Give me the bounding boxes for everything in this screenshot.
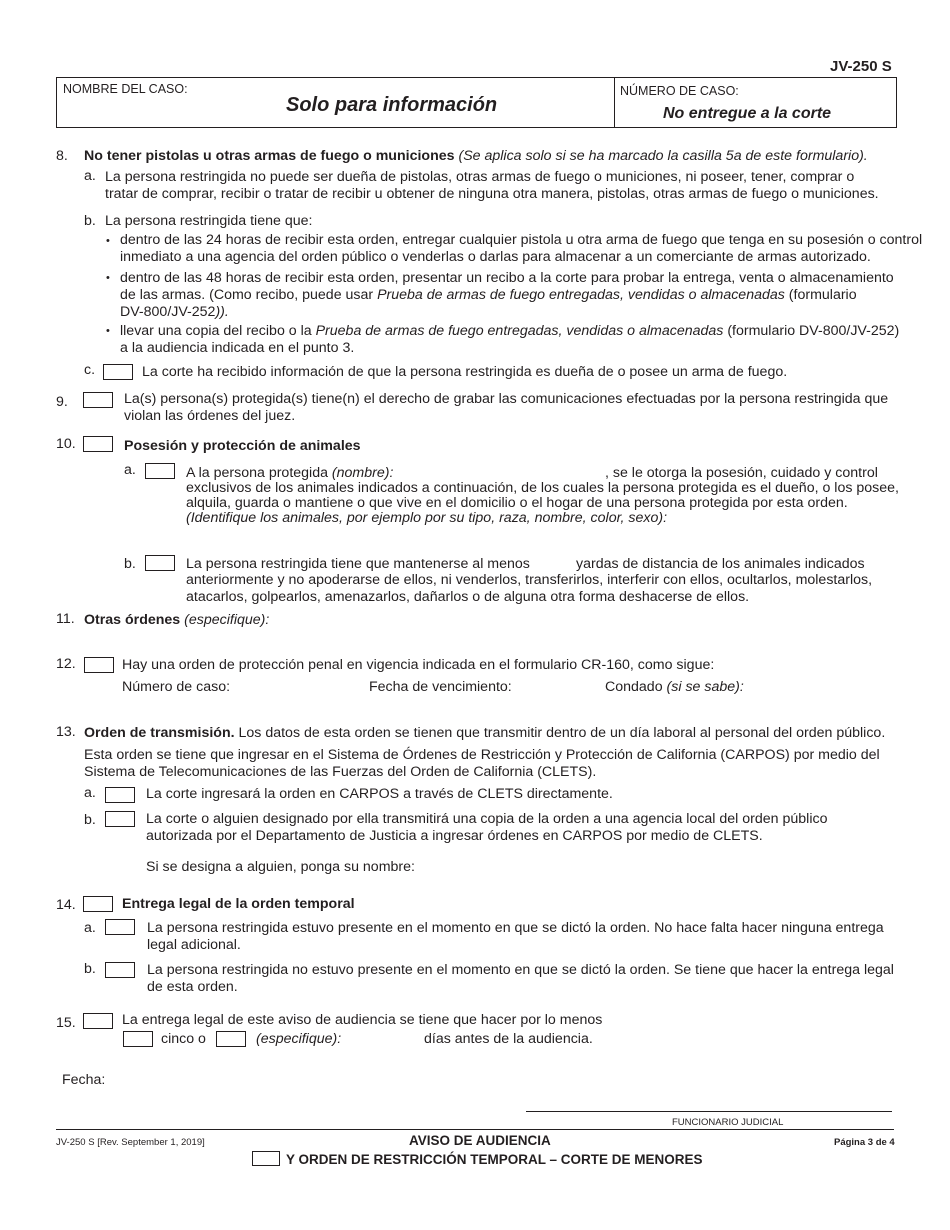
item-12-number: 12.: [56, 656, 76, 672]
item-10b-line3: atacarlos, golpearlos, amenazarlos, dañarlos o de alguna otra forma deshacerse de ellos.: [186, 589, 750, 605]
item-8b3-form-title: Prueba de armas de fuego entregadas, vendidas o almacenadas: [315, 323, 724, 339]
item-14b-checkbox[interactable]: [105, 962, 135, 978]
item-9-line2: violan las órdenes del juez.: [124, 408, 296, 424]
item-8c-label: c.: [84, 362, 96, 378]
item-13-p-line2: Sistema de Telecomunicaciones de las Fuerzas del Orden de California (CLETS).: [84, 764, 597, 780]
bullet-1: •: [106, 235, 110, 247]
item-8b3-line1-a: llevar una copia del recibo o la: [120, 323, 316, 339]
item-8-title: [84, 148, 868, 165]
case-number-label: NÚMERO DE CASO:: [620, 84, 739, 98]
item-14b-label: b.: [84, 961, 96, 977]
item-12-county-note: (si se sabe):: [666, 679, 744, 695]
item-8a-label: a.: [84, 168, 96, 184]
item-13b-line1: La corte o alguien designado por ella transmitirá una copia de la orden a una agencia local del orden público: [146, 811, 828, 827]
item-13a-text: La corte ingresará la orden en CARPOS a través de CLETS directamente.: [146, 786, 613, 802]
item-8b3-line2: a la audiencia indicada en el punto 3.: [120, 340, 355, 356]
item-10b-label: b.: [124, 556, 136, 572]
item-8b2-line2-a: de las armas. (Como recibo, puede usar: [120, 287, 378, 303]
item-12-text: Hay una orden de protección penal en vigencia indicada en el formulario CR-160, como sigue:: [122, 657, 715, 673]
item-13b-label: b.: [84, 812, 96, 828]
item-8c-checkbox[interactable]: [103, 364, 133, 380]
item-13-title-text: Orden de transmisión.: [84, 725, 235, 741]
footer-checkbox[interactable]: [252, 1151, 280, 1166]
item-15-number: 15.: [56, 1015, 76, 1031]
item-10-checkbox[interactable]: [83, 436, 113, 452]
item-13b-name-label: Si se designa a alguien, ponga su nombre:: [146, 859, 415, 875]
item-14a-line2: legal adicional.: [147, 937, 241, 953]
case-header-divider: [614, 77, 615, 128]
item-8c-text: La corte ha recibido información de que la persona restringida es dueña de o posee un arma de fuego.: [142, 364, 788, 380]
item-10a-line2: exclusivos de los animales indicados a continuación, de los cuales la persona protegida es el dueño, o los posee,: [186, 480, 899, 496]
item-10-number: 10.: [56, 436, 76, 452]
footer-rule: [56, 1129, 894, 1130]
item-10-title: Posesión y protección de animales: [124, 438, 361, 454]
item-11-title-text: Otras órdenes: [84, 612, 181, 628]
item-13b-line2: autorizada por el Departamento de Justicia a ingresar órdenes en CARPOS por medio de CLETS.: [146, 828, 763, 844]
item-14a-checkbox[interactable]: [105, 919, 135, 935]
footer-page-number: Página 3 de 4: [834, 1137, 895, 1148]
item-15-specify-label: (especifique):: [256, 1031, 342, 1047]
item-10a-line3: alquila, guarda o mantiene o que vive en el domicilio o el hogar de una persona protegida por esta orden.: [186, 495, 848, 511]
case-name-label: NOMBRE DEL CASO:: [63, 82, 188, 96]
item-15-five-label: cinco o: [161, 1031, 206, 1047]
bullet-3: •: [106, 325, 110, 337]
item-14-checkbox[interactable]: [83, 896, 113, 912]
item-8-title-text: No tener pistolas u otras armas de fuego o municiones: [84, 148, 455, 164]
item-11-title: [84, 612, 269, 629]
item-8-title-note: (Se aplica solo si se ha marcado la casilla 5a de este formulario).: [458, 148, 868, 164]
item-15-checkbox[interactable]: [83, 1013, 113, 1029]
item-10a-name-label: (nombre):: [331, 465, 394, 481]
item-13-title: [84, 725, 885, 742]
item-11-number: 11.: [56, 611, 75, 627]
item-15-line1: La entrega legal de este aviso de audiencia se tiene que hacer por lo menos: [122, 1012, 603, 1028]
item-13-number: 13.: [56, 724, 76, 740]
item-8b2-line2-b: (formulario: [784, 287, 857, 303]
item-8b1-line2: inmediato a una agencia del orden público o venderlas o darlas para almacenar a un comerciante de armas autorizado.: [120, 249, 871, 265]
item-14-number: 14.: [56, 897, 76, 913]
item-12-county-label: [605, 679, 744, 696]
case-name-value: Solo para información: [286, 94, 498, 116]
item-10a-checkbox[interactable]: [145, 463, 175, 479]
footer-revision: JV-250 S [Rev. September 1, 2019]: [56, 1137, 205, 1148]
item-8b2-line3-a: DV-800/JV-252: [120, 304, 216, 320]
item-8b3-line1: [120, 323, 899, 340]
item-8b2-line3-i: )).: [215, 304, 229, 320]
item-9-line1: La(s) persona(s) protegida(s) tiene(n) el derecho de grabar las comunicaciones efectuadas por la persona restringida que: [124, 391, 889, 407]
item-14b-line1: La persona restringida no estuvo presente en el momento en que se dictó la orden. Se tiene que hacer la entrega legal: [147, 962, 894, 978]
item-10a-label: a.: [124, 462, 136, 478]
item-8b2-line2: [120, 287, 857, 304]
item-12-case-number-label: Número de caso:: [122, 679, 231, 695]
item-15-days-label: días antes de la audiencia.: [424, 1031, 593, 1047]
item-10a-line1-right: , se le otorga la posesión, cuidado y control: [605, 465, 878, 481]
item-14b-line2: de esta orden.: [147, 979, 238, 995]
judicial-officer-label: FUNCIONARIO JUDICIAL: [672, 1117, 784, 1128]
item-12-expiration-label: Fecha de vencimiento:: [369, 679, 512, 695]
item-10b-line2: anteriormente y no apoderarse de ellos, ni venderlos, transferirlos, interferir con ellos, ocultarlos, molestarlos,: [186, 572, 873, 588]
item-11-note: (especifique):: [184, 612, 270, 628]
item-10b-line1-a: La persona restringida tiene que mantenerse al menos: [186, 556, 530, 572]
item-8a-line2: tratar de comprar, recibir o tratar de recibir u obtener de ninguna otra manera, pistolas, otras armas de fuego o municiones.: [105, 186, 879, 202]
footer-title-2: Y ORDEN DE RESTRICCIÓN TEMPORAL – CORTE DE MENORES: [286, 1152, 703, 1167]
item-10b-checkbox[interactable]: [145, 555, 175, 571]
item-14-title: Entrega legal de la orden temporal: [122, 896, 355, 912]
item-14a-line1: La persona restringida estuvo presente en el momento en que se dictó la orden. No hace falta hacer ninguna entrega: [147, 920, 884, 936]
item-12-checkbox[interactable]: [84, 657, 114, 673]
bullet-2: •: [106, 272, 110, 284]
item-14a-label: a.: [84, 920, 96, 936]
item-8b2-line3: [120, 304, 229, 321]
item-13b-checkbox[interactable]: [105, 811, 135, 827]
item-10a-line1-a: A la persona protegida: [186, 465, 332, 481]
item-8a-line1: La persona restringida no puede ser dueña de pistolas, otras armas de fuego o municiones, ni poseer, tener, comprar o: [105, 169, 855, 185]
item-10b-line1-b: yardas de distancia de los animales indicados: [576, 556, 865, 572]
item-15-five-days-checkbox[interactable]: [123, 1031, 153, 1047]
case-number-value: No entregue a la corte: [663, 105, 832, 122]
signature-line: [526, 1111, 892, 1112]
item-10a-line4: (Identifique los animales, por ejemplo por su tipo, raza, nombre, color, sexo):: [186, 510, 668, 526]
item-13a-checkbox[interactable]: [105, 787, 135, 803]
form-id: JV-250 S: [830, 58, 892, 75]
item-13-p-line1: Esta orden se tiene que ingresar en el Sistema de Órdenes de Restricción y Protección de California (CARPOS) por medio del: [84, 747, 880, 763]
item-8b-label: b.: [84, 213, 96, 229]
item-9-number: 9.: [56, 394, 68, 410]
item-15-specify-checkbox[interactable]: [216, 1031, 246, 1047]
footer-title-1: AVISO DE AUDIENCIA: [409, 1133, 551, 1148]
date-label: Fecha:: [62, 1072, 106, 1088]
item-13-title-rest: Los datos de esta orden se tienen que transmitir dentro de un día laboral al personal del orden público.: [234, 725, 886, 741]
item-8b-intro: La persona restringida tiene que:: [105, 213, 313, 229]
item-8b2-line1: dentro de las 48 horas de recibir esta orden, presentar un recibo a la corte para probar la entrega, venta o almacenamiento: [120, 270, 894, 286]
item-8b2-form-title: Prueba de armas de fuego entregadas, vendidas o almacenadas: [377, 287, 785, 303]
item-8-number: 8.: [56, 148, 68, 164]
item-12-county-text: Condado: [605, 679, 663, 695]
item-8b3-line1-b: (formulario DV-800/JV-252): [723, 323, 900, 339]
item-9-checkbox[interactable]: [83, 392, 113, 408]
item-13a-label: a.: [84, 785, 96, 801]
item-8b1-line1: dentro de las 24 horas de recibir esta orden, entregar cualquier pistola u otra arma de fuego que tenga en su posesión o control: [120, 232, 923, 248]
